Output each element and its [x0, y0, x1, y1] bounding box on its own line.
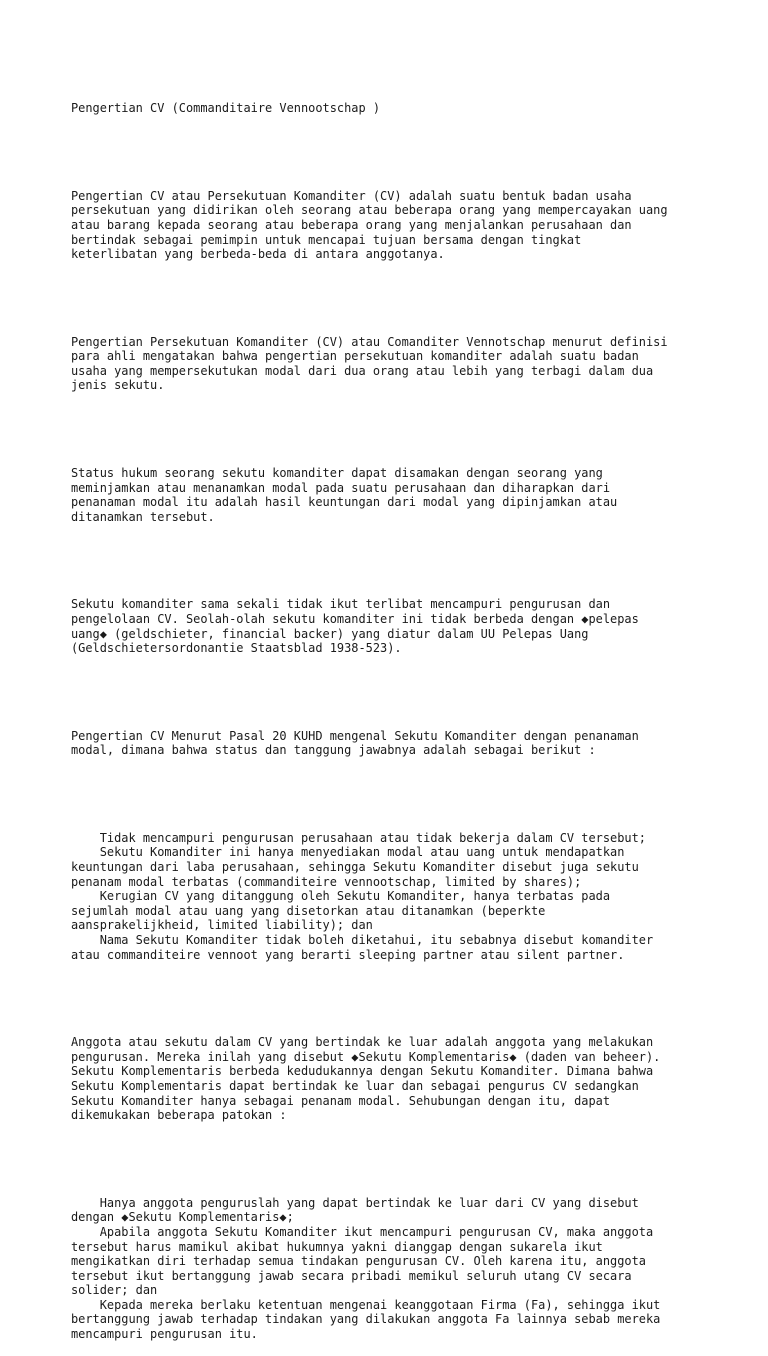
paragraph-definition: Pengertian CV atau Persekutuan Komanditer (CV) adalah suatu bentuk badan usaha persekutuan yang didirikan oleh seorang atau beberapa orang yang mempercayakan uang atau barang kepada seorang atau beberapa orang yang menjalankan perusahaan dan bertindak sebagai pemimpin untuk mencapai tujuan bersama dengan tingkat keterlibatan yang berbeda-beda di antara anggotanya.: [71, 188, 668, 262]
paragraph-gap: [71, 685, 711, 700]
paragraph-gap: [71, 291, 711, 306]
paragraph-gap: [71, 554, 711, 569]
document-title: Pengertian CV (Commanditaire Vennootschap ): [71, 101, 381, 116]
paragraph-gap: [71, 145, 711, 160]
list-komanditer-status: Tidak mencampuri pengurusan perusahaan atau tidak bekerja dalam CV tersebut; Sekutu Komanditer ini hanya menyediakan modal atau uang untuk mendapatkan keuntungan dari laba perusahaan, sehingga Sekutu Komanditer disebut juga sekutu penanam modal terbatas (commanditeire vennootschap, limited by shares); Kerugian CV yang ditanggung oleh Sekutu Komanditer, hanya terbatas pada sejumlah modal atau uang yang disetorkan atau ditanamkan (beperkte aansprakelijkheid, limited liability); dan Nama Sekutu Komanditer tidak boleh diketahui, itu sebabnya disebut komanditer atau commanditeire vennoot yang berarti sleeping partner atau silent partner.: [71, 830, 654, 962]
paragraph-expert-definition: Pengertian Persekutuan Komanditer (CV) atau Comanditer Vennotschap menurut definisi para ahli mengatakan bahwa pengertian persekutuan komanditer adalah suatu badan usaha yang mempersekutukan modal dari dua orang atau lebih yang terbagi dalam dua jenis sekutu.: [71, 334, 668, 393]
paragraph-kuhd-article: Pengertian CV Menurut Pasal 20 KUHD mengenal Sekutu Komanditer dengan penanaman modal, dimana bahwa status dan tanggung jawabnya adalah sebagai berikut :: [71, 728, 639, 758]
paragraph-silent-partner: Sekutu komanditer sama sekali tidak ikut terlibat mencampuri pengurusan dan pengelolaan CV. Seolah-olah sekutu komanditer ini tidak berbeda dengan ◆pelepas uang◆ (geldschieter, financial backer) yang diatur dalam UU Pelepas Uang (Geldschietersordonantie Staatsblad 1938-523).: [71, 597, 639, 656]
paragraph-gap: [71, 1152, 711, 1167]
paragraph-gap: [71, 787, 711, 802]
paragraph-legal-status: Status hukum seorang sekutu komanditer dapat disamakan dengan seorang yang meminjamkan atau menanamkan modal pada suatu perusahaan dan diharapkan dari penanaman modal itu adalah hasil keuntungan dari modal yang dipinjamkan atau ditanamkan tersebut.: [71, 466, 618, 524]
paragraph-gap: [71, 991, 711, 1006]
paragraph-komplementaris: Anggota atau sekutu dalam CV yang bertindak ke luar adalah anggota yang melakukan pengurusan. Mereka inilah yang disebut ◆Sekutu Komplementaris◆ (daden van beheer). Sekutu Komplementaris berbeda kedudukannya dengan Sekutu Komanditer. Dimana bahwa Sekutu Komplementaris dapat bertindak ke luar dan sebagai pengurus CV sedangkan Sekutu Komanditer hanya sebagai penanam modal. Sehubungan dengan itu, dapat dikemukakan beberapa patokan :: [71, 1035, 661, 1123]
document-page: [71, 72, 711, 1356]
paragraph-gap: [71, 422, 711, 437]
list-patokan: Hanya anggota penguruslah yang dapat bertindak ke luar dari CV yang disebut dengan ◆Sekutu Komplementaris◆; Apabila anggota Sekutu Komanditer ikut mencampuri pengurusan CV, maka anggota tersebut harus mamikul akibat hukumnya yakni dianggap dengan sukarela ikut mengikatkan diri terhadap semua tindakan pengurusan CV. Oleh karena itu, anggota tersebut ikut bertanggung jawab secara pribadi memikul seluruh utang CV secara solider; dan Kepada mereka berlaku ketentuan mengenai keanggotaan Firma (Fa), sehingga ikut bertanggung jawab terhadap tindakan yang dilakukan anggota Fa lainnya sebab mereka mencampuri pengurusan itu.: [71, 1195, 661, 1342]
